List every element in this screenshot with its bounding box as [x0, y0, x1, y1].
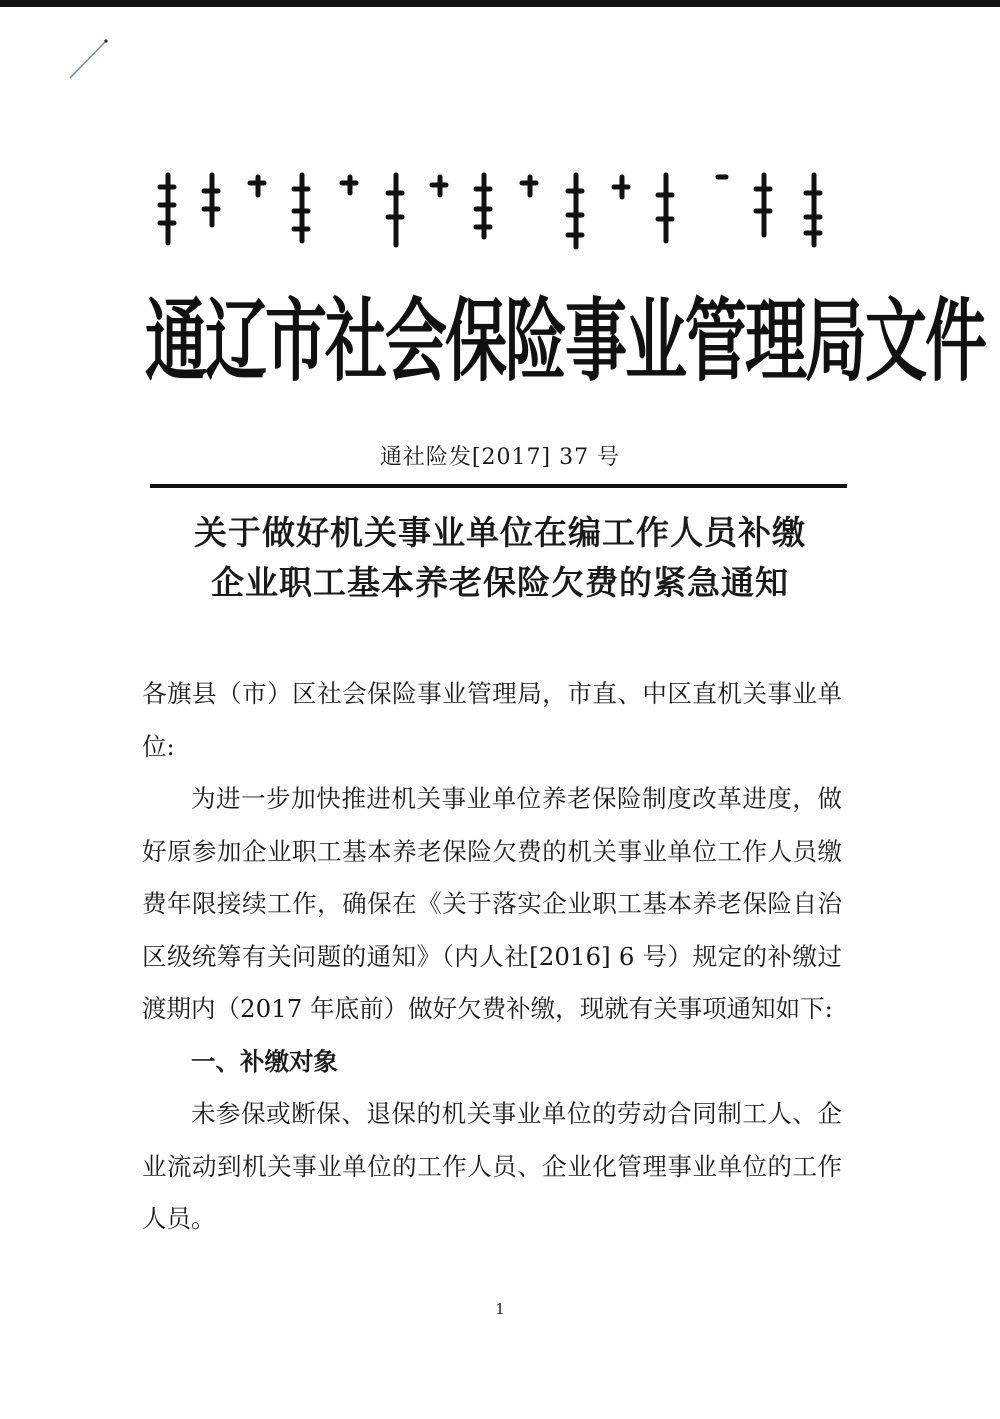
page-number: 1 — [495, 1300, 505, 1318]
scan-top-edge — [0, 0, 1000, 7]
addressee: 各旗县（市）区社会保险事业管理局，市直、中区直机关事业单位: — [142, 679, 842, 761]
paragraph-intro: 为进一步加快推进机关事业单位养老保险制度改革进度，做好原参加企业职工基本养老保险欠费的机关事业单位工作人员缴费年限接续工作，确保在《关于落实企业职工基本养老保险自治区级统筹有关问题的通知》（内人社[2016] 6 号）规定的补缴过渡期内（2017 年底前）做好欠费补缴，现就有关事项通知如下: — [142, 784, 842, 1023]
document-body — [142, 668, 842, 1246]
notice-title — [0, 508, 1000, 608]
document-number: 通社险发[2017] 37 号 — [379, 445, 621, 470]
notice-title-line-1: 关于做好机关事业单位在编工作人员补缴 — [194, 513, 806, 552]
issuing-organization-title: 通辽市社会保险事业管理局文件 — [145, 288, 986, 394]
section-heading: 一、补缴对象 — [191, 1046, 338, 1076]
section-text: 未参保或断保、退保的机关事业单位的劳动合同制工人、企业流动到机关事业单位的工作人员、企业化管理事业单位的工作人员。 — [142, 1099, 842, 1233]
notice-title-line-2: 企业职工基本养老保险欠费的紧急通知 — [211, 563, 789, 602]
mongolian-script-header — [150, 165, 840, 255]
pen-mark-icon — [66, 38, 110, 82]
header-divider — [150, 484, 847, 488]
